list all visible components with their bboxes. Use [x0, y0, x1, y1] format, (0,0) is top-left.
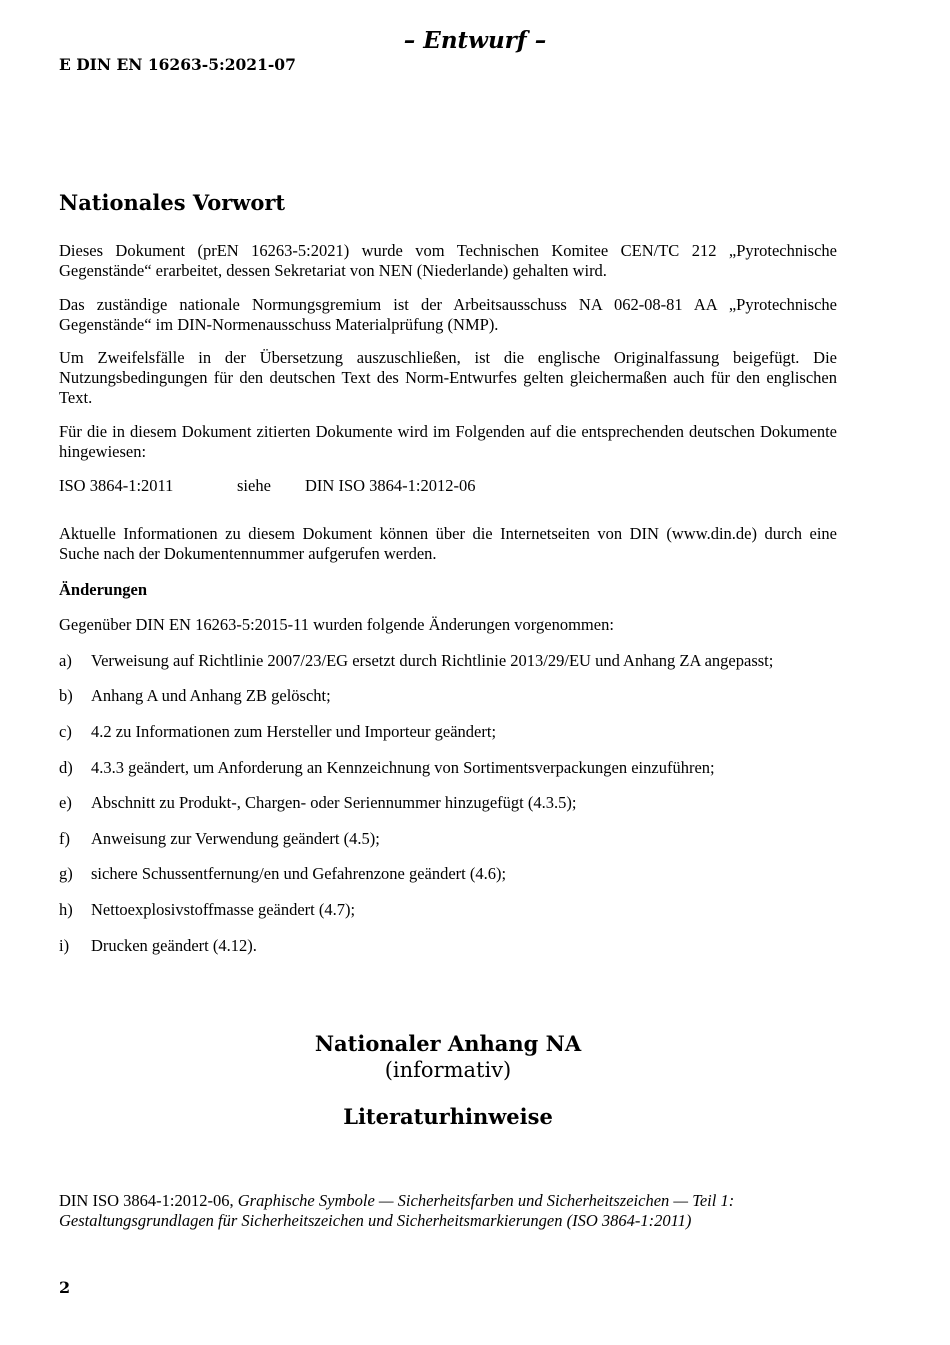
document-id: E DIN EN 16263-5:2021-07	[59, 55, 296, 74]
list-item-marker: a)	[59, 651, 72, 670]
list-item-text: Anweisung zur Verwendung geändert (4.5);	[91, 829, 380, 848]
list-item-marker: h)	[59, 900, 73, 919]
changes-intro-text: Gegenüber DIN EN 16263-5:2015-11 wurden folgende Änderungen vorgenommen:	[59, 615, 614, 634]
bibliography-id: DIN ISO 3864-1:2012-06,	[59, 1191, 238, 1210]
foreword-paragraph-3: Um Zweifelsfälle in der Übersetzung auszuschließen, ist die englische Originalfassung beigefügt. Die Nutzungsbedingungen für den deutschen Text des Norm-Entwurfes gelten gleichermaßen auch für den englischen Text.	[59, 348, 837, 407]
info-paragraph: Aktuelle Informationen zu diesem Dokument können über die Internetseiten von DIN (www.din.de) durch eine Suche nach der Dokumentennummer aufgerufen werden.	[59, 524, 837, 563]
list-item-marker: g)	[59, 864, 73, 883]
list-item-marker: f)	[59, 829, 70, 848]
foreword-title: Nationales Vorwort	[59, 190, 286, 215]
draft-label: – Entwurf –	[403, 27, 547, 54]
list-item-text: 4.3.3 geändert, um Anforderung an Kennzeichnung von Sortimentsverpackungen einzuführen;	[91, 758, 715, 777]
list-item-text: Abschnitt zu Produkt-, Chargen- oder Seriennummer hinzugefügt (4.3.5);	[91, 793, 577, 812]
reference-see: siehe	[237, 476, 271, 495]
reference-national: DIN ISO 3864-1:2012-06	[305, 476, 476, 495]
bibliography-title: Graphische Symbole — Sicherheitsfarben und Sicherheitszeichen — Teil 1: Gestaltungsgrundlagen für Sicherheitszeichen und Sicherheitsmarkierungen (ISO 3864-1:2011)	[59, 1191, 735, 1230]
list-item-text: Nettoexplosivstoffmasse geändert (4.7);	[91, 900, 356, 919]
list-item-marker: e)	[59, 793, 72, 812]
reference-international: ISO 3864-1:2011	[59, 476, 174, 495]
list-item-text: Verweisung auf Richtlinie 2007/23/EG ersetzt durch Richtlinie 2013/29/EU und Anhang ZA angepasst;	[91, 651, 774, 670]
list-item-text: Anhang A und Anhang ZB gelöscht;	[91, 686, 331, 705]
bibliography-entry	[59, 1191, 837, 1231]
annex-subtitle: (informativ)	[384, 1058, 512, 1082]
page-number: 2	[59, 1278, 71, 1297]
list-item-marker: i)	[59, 936, 70, 955]
foreword-paragraph-2: Das zuständige nationale Normungsgremium ist der Arbeitsausschuss NA 062-08-81 AA „Pyrotechnische Gegenstände“ im DIN-Normenausschuss Materialprüfung (NMP).	[59, 295, 837, 334]
list-item-text: 4.2 zu Informationen zum Hersteller und Importeur geändert;	[91, 722, 497, 741]
literature-title: Literaturhinweise	[343, 1104, 553, 1129]
list-item-marker: c)	[59, 722, 72, 741]
list-item-text: Drucken geändert (4.12).	[91, 936, 257, 955]
foreword-paragraph-4: Für die in diesem Dokument zitierten Dokumente wird im Folgenden auf die entsprechenden deutschen Dokumente hingewiesen:	[59, 422, 837, 461]
list-item-text: sichere Schussentfernung/en und Gefahrenzone geändert (4.6);	[91, 864, 507, 883]
foreword-paragraph-1: Dieses Dokument (prEN 16263-5:2021) wurde vom Technischen Komitee CEN/TC 212 „Pyrotechnische Gegenstände“ erarbeitet, dessen Sekretariat von NEN (Niederlande) gehalten wird.	[59, 241, 837, 280]
list-item-marker: b)	[59, 686, 73, 705]
changes-title: Änderungen	[59, 580, 148, 599]
list-item-marker: d)	[59, 758, 73, 777]
annex-title: Nationaler Anhang NA	[314, 1031, 582, 1056]
